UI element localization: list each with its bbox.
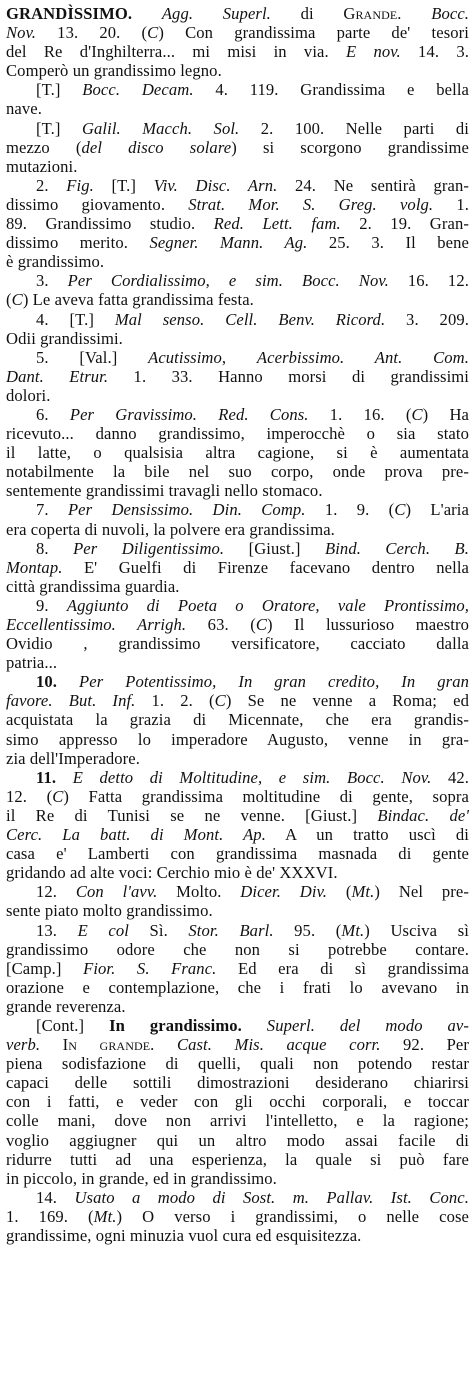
- text-line: [6, 577, 469, 596]
- text-segment: acquistata la grazia di Micennate, che era grandis-: [6, 710, 469, 730]
- italic-text: del disco solare: [81, 137, 232, 157]
- text-segment: 8.: [36, 538, 74, 558]
- italic-text: C: [394, 500, 406, 520]
- italic-text: C: [52, 786, 64, 806]
- text-line: [6, 921, 469, 940]
- text-segment: .: [150, 1035, 177, 1055]
- text-segment: 89. Grandissimo studio.: [6, 214, 214, 234]
- italic-text: Bindac. de': [377, 805, 469, 825]
- text-line: [6, 99, 469, 118]
- text-segment: simo appresso lo imperadore Augusto, venne in gra-: [6, 729, 469, 749]
- italic-text: Red. Lett. fam.: [213, 214, 341, 234]
- text-line: [6, 749, 469, 768]
- text-segment: orazione e contemplazione, che i frati lo avevano in: [6, 977, 469, 997]
- text-segment: ) Se ne venne a Roma; ed: [225, 691, 469, 711]
- italic-text: Montap.: [6, 557, 63, 577]
- text-segment: Odii grandissimi.: [6, 328, 123, 348]
- text-segment: 6.: [36, 404, 70, 424]
- text-line: [6, 405, 469, 424]
- text-segment: ) Usciva sì: [364, 920, 469, 940]
- italic-text: Mal senso. Cell. Benv. Ricord.: [114, 309, 386, 329]
- text-line: [6, 691, 469, 710]
- text-segment: 14.: [36, 1187, 75, 1207]
- text-segment: 12. (: [6, 786, 53, 806]
- text-line: [6, 1092, 469, 1111]
- text-segment: 24. Ne sentirà gran-: [277, 175, 469, 195]
- text-line: [6, 787, 469, 806]
- text-segment: 16. 12.: [388, 271, 469, 291]
- text-line: [6, 672, 469, 691]
- text-segment: 92. Per: [380, 1035, 469, 1055]
- text-line: [6, 1035, 469, 1054]
- text-line: [6, 1111, 469, 1130]
- italic-text: Per Cordialissimo, e sim. Bocc. Nov.: [67, 271, 389, 291]
- italic-text: Per Gravissimo. Red. Cons.: [69, 404, 309, 424]
- text-segment: Molto.: [157, 882, 241, 902]
- small-caps-text: In grande: [62, 1035, 151, 1055]
- text-segment: [Cont.]: [36, 1015, 110, 1035]
- text-segment: casa e' Lamberti con grandissima masnada di gente: [6, 844, 469, 864]
- text-line: [6, 882, 469, 901]
- text-line: [6, 978, 469, 997]
- text-segment: A un tratto uscì di: [265, 825, 469, 845]
- italic-text: Galil. Macch. Sol.: [81, 118, 240, 138]
- italic-text: C: [411, 404, 423, 424]
- text-line: [6, 424, 469, 443]
- text-line: [6, 768, 469, 787]
- text-segment: ) Le aveva fatta grandissima festa.: [22, 290, 254, 310]
- italic-text: Fior. S. Franc.: [83, 958, 217, 978]
- italic-text: E col: [77, 920, 129, 940]
- text-segment: [242, 1016, 267, 1035]
- text-line: [6, 596, 469, 615]
- text-segment: 7.: [36, 500, 68, 520]
- text-segment: ricevuto... danno grandissimo, imperocchè o sia stato: [6, 424, 469, 444]
- text-line: [6, 901, 469, 920]
- italic-text: C: [147, 23, 159, 43]
- text-segment: il latte, o qualsisia altra cagione, si è aumentata: [6, 443, 469, 463]
- text-line: [6, 271, 469, 290]
- text-line: [6, 252, 469, 271]
- text-segment: 13. 20. (: [36, 23, 148, 43]
- text-segment: [T.]: [36, 118, 82, 138]
- text-segment: il Re di Tunisi se ne venne. [Giust.]: [6, 805, 378, 825]
- text-segment: Comperò un grandissimo legno.: [6, 61, 222, 81]
- italic-text: verb.: [6, 1035, 41, 1055]
- bold-headword: GRANDÌSSIMO.: [6, 4, 133, 23]
- text-line: [6, 806, 469, 825]
- italic-text: Eccellentissimo. Arrigh.: [6, 615, 187, 634]
- text-segment: Sì.: [128, 920, 189, 940]
- text-segment: [Giust.]: [224, 538, 325, 558]
- text-segment: 1. 2. (: [135, 691, 215, 711]
- text-line: [6, 443, 469, 462]
- text-segment: 1. 16. (: [308, 404, 412, 424]
- italic-text: Aggiunto di Poeta o Oratore, vale Prontissimo,: [66, 595, 469, 615]
- text-line: [6, 290, 469, 309]
- italic-text: Mt.: [93, 1206, 117, 1226]
- text-segment: 12.: [36, 882, 76, 902]
- text-line: [6, 1016, 469, 1035]
- italic-text: Bocc. Decam.: [82, 80, 194, 100]
- text-line: [6, 157, 469, 176]
- text-line: [6, 23, 469, 42]
- italic-text: Cerc. La batt. di Mont. Ap.: [6, 825, 266, 845]
- text-segment: mezzo (: [6, 137, 82, 157]
- text-segment: città grandissima guardia.: [6, 576, 180, 596]
- text-segment: sente piato molto grandissimo.: [6, 901, 213, 921]
- text-line: [6, 1131, 469, 1150]
- text-line: [6, 119, 469, 138]
- text-line: [6, 558, 469, 577]
- text-segment: 14. 3.: [400, 42, 469, 62]
- text-segment: ridurre tutti ad una esperienza, la quale si può fare: [6, 1149, 469, 1169]
- italic-text: Per Densissimo. Din. Comp.: [67, 500, 306, 520]
- text-line: [6, 348, 469, 367]
- italic-text: Con l'avv.: [75, 882, 158, 902]
- text-segment: (: [327, 882, 352, 902]
- italic-text: Acerbissimo. Ant. Com.: [256, 347, 469, 367]
- text-segment: colle mani, dove non arrivi l'intelletto, e la ragione;: [6, 1111, 469, 1131]
- text-segment: dissimo merito.: [6, 233, 150, 253]
- italic-text: favore. But. Inf.: [6, 691, 136, 711]
- text-line: [6, 710, 469, 729]
- text-segment: 2. 19. Gran-: [340, 214, 469, 234]
- text-line: [6, 1054, 469, 1073]
- text-line: [6, 539, 469, 558]
- bold-headword: 11.: [36, 767, 73, 787]
- text-line: [6, 520, 469, 539]
- text-segment: ) L'aria: [405, 500, 469, 520]
- text-segment: 63. (: [186, 615, 256, 634]
- italic-text: C: [255, 615, 268, 634]
- text-segment: 25. 3. Il bene: [307, 233, 469, 253]
- text-segment: 13.: [36, 920, 78, 940]
- text-line: [6, 462, 469, 481]
- text-segment: grandissimo odore che non si potrebbe contare.: [6, 939, 469, 959]
- text-line: [6, 1207, 469, 1226]
- text-segment: [T.]: [36, 80, 83, 100]
- text-segment: [40, 1035, 63, 1054]
- italic-text: Per Potentissimo, In gran credito, In gran: [79, 672, 469, 692]
- text-line: [6, 844, 469, 863]
- italic-text: C: [11, 290, 23, 310]
- italic-text: Bind. Cerch. B.: [324, 538, 469, 558]
- text-line: [6, 310, 469, 329]
- text-segment: mutazioni.: [6, 156, 78, 176]
- text-segment: ,: [221, 347, 257, 367]
- bold-headword: 10.: [36, 672, 79, 692]
- text-line: [6, 233, 469, 252]
- italic-text: Viv. Disc. Arn.: [153, 175, 278, 195]
- italic-text: Strat. Mor. S. Greg. volg.: [188, 194, 434, 214]
- text-segment: ) Ha: [422, 404, 469, 424]
- text-segment: zia dell'Imperadore.: [6, 748, 140, 768]
- text-segment: [132, 4, 162, 23]
- text-line: [6, 653, 469, 672]
- text-segment: ) si scorgono grandissime: [231, 137, 469, 157]
- text-segment: nave.: [6, 99, 42, 119]
- text-segment: notabilmente la bile nel suo corpo, onde prova pre-: [6, 462, 469, 482]
- dictionary-entry-grandissimo: [6, 4, 469, 1245]
- text-line: [6, 730, 469, 749]
- text-segment: 1. 33. Hanno morsi di grandissimi: [108, 366, 469, 386]
- italic-text: Bocc.: [431, 4, 469, 23]
- italic-text: Dicer. Div.: [240, 882, 328, 902]
- text-line: [6, 1073, 469, 1092]
- text-segment: ) O verso i grandissimi, o nelle cose: [116, 1206, 469, 1226]
- text-line: [6, 386, 469, 405]
- text-segment: voglio aggiugner qui un altro modo assai facile di: [6, 1130, 469, 1150]
- text-line: [6, 940, 469, 959]
- text-line: [6, 61, 469, 80]
- text-segment: piena sodisfazione di quelli, quali non potendo restar: [6, 1054, 469, 1074]
- text-segment: gridando ad alte voci: Cerchio mio è de' XXXVI.: [6, 863, 338, 883]
- text-line: [6, 1169, 469, 1188]
- text-line: [6, 825, 469, 844]
- text-line: [6, 80, 469, 99]
- italic-text: Dant. Etrur.: [6, 366, 109, 386]
- italic-text: Nov.: [6, 23, 37, 43]
- small-caps-text: Grande: [343, 4, 398, 23]
- text-segment: 2.: [36, 175, 67, 195]
- text-segment: Ovidio , grandissimo versificatore, cacciato dalla: [6, 634, 469, 654]
- text-line: [6, 214, 469, 233]
- text-segment: (: [6, 290, 12, 310]
- text-segment: era coperta di nuvoli, la polvere era grandissima.: [6, 519, 335, 539]
- text-segment: con i fatti, e veder con gli occhi corporali, e toccar: [6, 1092, 469, 1112]
- text-segment: 3.: [36, 271, 68, 291]
- italic-text: Segner. Mann. Ag.: [149, 233, 308, 253]
- text-segment: 1. 9. (: [305, 500, 395, 520]
- text-line: [6, 42, 469, 61]
- text-segment: dolori.: [6, 385, 51, 405]
- text-segment: 4. 119. Grandissima e bella: [193, 80, 469, 100]
- bold-headword: In grandissimo.: [109, 1015, 242, 1035]
- text-segment: [Camp.]: [6, 958, 84, 978]
- text-line: [6, 500, 469, 519]
- text-segment: ) Nel pre-: [374, 882, 469, 902]
- italic-text: Mt.: [341, 920, 365, 940]
- text-segment: dissimo giovamento.: [6, 194, 189, 214]
- text-segment: 4. [T.]: [36, 309, 115, 329]
- text-segment: ) Con grandissima parte de' tesori: [158, 23, 469, 43]
- italic-text: Stor. Barl.: [188, 920, 274, 940]
- text-line: [6, 195, 469, 214]
- text-line: [6, 176, 469, 195]
- italic-text: Mt.: [351, 882, 375, 902]
- italic-text: Agg. Superl.: [161, 4, 271, 23]
- text-segment: [T.]: [93, 175, 154, 195]
- text-segment: patria...: [6, 653, 58, 673]
- italic-text: E detto di Moltitudine, e sim. Bocc. Nov.: [72, 767, 432, 787]
- italic-text: Usato a modo di Sost. m. Pallav. Ist. Conc.: [74, 1187, 469, 1207]
- text-line: [6, 959, 469, 978]
- italic-text: C: [214, 691, 226, 711]
- italic-text: Fig.: [66, 175, 94, 195]
- text-line: [6, 4, 469, 23]
- text-segment: 95. (: [273, 920, 342, 940]
- text-segment: 9.: [36, 595, 67, 615]
- text-segment: .: [397, 4, 432, 23]
- text-segment: 5. [Val.]: [36, 347, 149, 367]
- text-line: [6, 367, 469, 386]
- text-segment: ) Fatta grandissima moltitudine di gente, sopra: [63, 786, 469, 806]
- text-segment: di: [270, 4, 344, 23]
- italic-text: Acutissimo: [148, 347, 222, 367]
- text-segment: grandissime, ogni minuzia vuol cura ed esquisitezza.: [6, 1226, 362, 1245]
- text-line: [6, 1150, 469, 1169]
- text-segment: ) Il lussurioso maestro: [267, 615, 469, 634]
- italic-text: Cast. Mis. acque corr.: [176, 1035, 381, 1055]
- italic-text: E nov.: [346, 42, 401, 62]
- text-segment: 3. 209.: [385, 309, 469, 329]
- italic-text: Superl. del modo av-: [266, 1015, 469, 1035]
- italic-text: Per Diligentissimo.: [73, 538, 225, 558]
- text-line: [6, 1188, 469, 1207]
- text-line: [6, 863, 469, 882]
- text-line: [6, 481, 469, 500]
- text-segment: del Re d'Inghilterra... mi misi in via.: [6, 42, 347, 62]
- text-segment: 42.: [431, 767, 469, 787]
- text-segment: 1.: [433, 194, 469, 214]
- text-segment: 2. 100. Nelle parti di: [239, 118, 469, 138]
- text-segment: Ed era di sì grandissima: [216, 958, 469, 978]
- text-segment: E' Guelfi di Firenze facevano dentro nella: [62, 557, 469, 577]
- text-line: [6, 1226, 469, 1245]
- text-line: [6, 997, 469, 1016]
- text-segment: sentemente grandissimi travagli nello stomaco.: [6, 481, 323, 501]
- text-segment: capaci delle sottili dimostrazioni desiderano chiarirsi: [6, 1073, 469, 1093]
- text-segment: grande reverenza.: [6, 996, 126, 1016]
- text-segment: è grandissimo.: [6, 252, 105, 272]
- text-line: [6, 138, 469, 157]
- text-segment: 1. 169. (: [6, 1206, 94, 1226]
- text-segment: in piccolo, in grande, ed in grandissimo.: [6, 1168, 277, 1188]
- text-line: [6, 634, 469, 653]
- text-line: [6, 615, 469, 634]
- text-line: [6, 329, 469, 348]
